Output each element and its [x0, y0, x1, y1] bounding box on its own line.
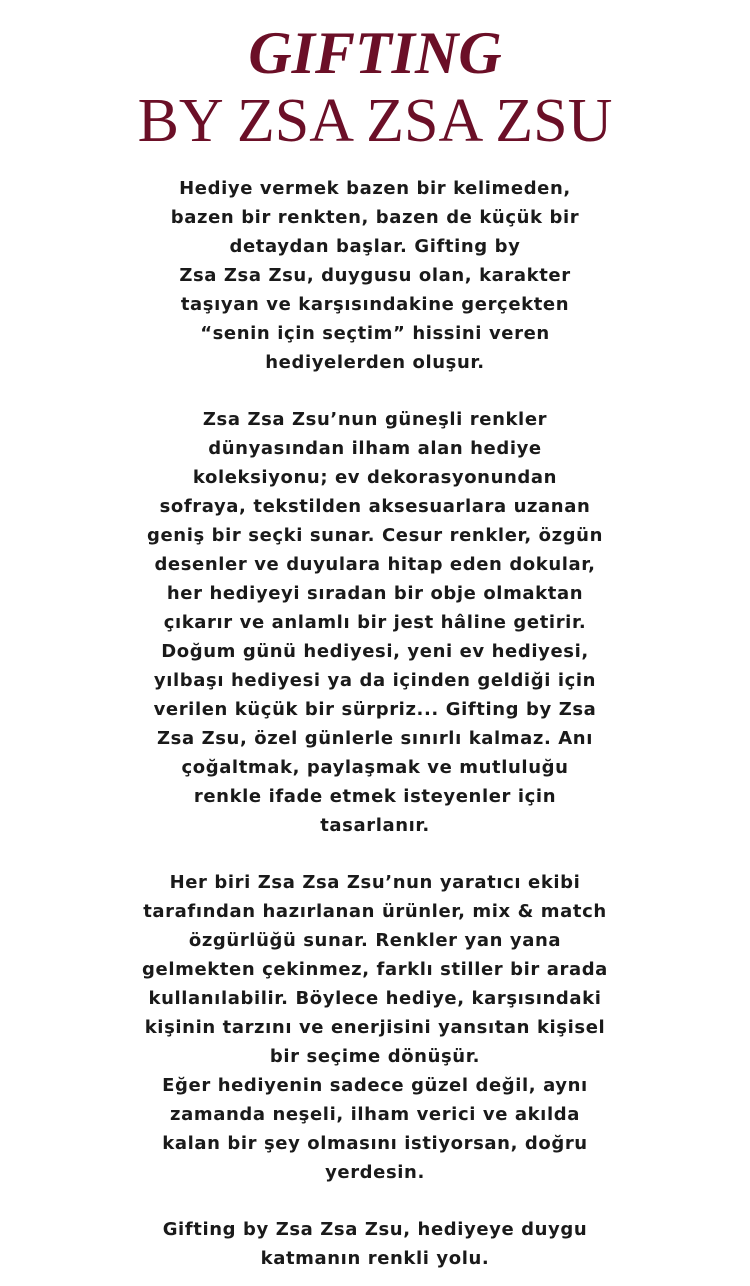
text-line: bir seçime dönüşür. [269, 1046, 481, 1067]
text-line: çıkarır ve anlamlı bir jest hâline getirir. [163, 612, 587, 633]
paragraph-gap [0, 377, 750, 405]
paragraph [0, 405, 750, 840]
text-line: katmanın renkli yolu. [260, 1248, 490, 1269]
text-line: detaydan başlar. Gifting by [229, 236, 521, 257]
paragraph-gap [0, 1187, 750, 1215]
text-line: sofraya, tekstilden aksesuarlara uzanan [159, 496, 591, 517]
page-title: GIFTING [248, 20, 502, 86]
text-line: kullanılabilir. Böylece hediye, karşısındaki [148, 988, 602, 1009]
text-line: dünyasından ilham alan hediye [208, 438, 542, 459]
text-line: kalan bir şey olmasını istiyorsan, doğru [162, 1133, 588, 1154]
text-line: kişinin tarzını ve enerjisini yansıtan kişisel [144, 1017, 606, 1038]
text-line: Zsa Zsa Zsu’nun güneşli renkler [202, 409, 548, 430]
text-line: yerdesin. [325, 1162, 425, 1183]
text-line: Gifting by Zsa Zsa Zsu, hediyeye duygu [162, 1219, 588, 1240]
paragraph [0, 1215, 750, 1273]
text-line: renkle ifade etmek isteyenler için [193, 786, 557, 807]
text-line: hediyelerden oluşur. [265, 352, 485, 373]
text-line: tarafından hazırlanan ürünler, mix & match [143, 901, 607, 922]
text-line: özgürlüğü sunar. Renkler yan yana [188, 930, 562, 951]
paragraph [0, 174, 750, 377]
text-line: çoğaltmak, paylaşmak ve mutluluğu [181, 757, 569, 778]
page-subtitle: BY ZSA ZSA ZSU [137, 87, 613, 155]
text-line: taşıyan ve karşısındakine gerçekten [180, 294, 570, 315]
text-line: her hediyeyi sıradan bir obje olmaktan [166, 583, 584, 604]
text-line: Zsa Zsa Zsu, duygusu olan, karakter [179, 265, 571, 286]
text-line: Doğum günü hediyesi, yeni ev hediyesi, [161, 641, 589, 662]
text-line: geniş bir seçki sunar. Cesur renkler, özgün [147, 525, 603, 546]
text-line: zamanda neşeli, ilham verici ve akılda [170, 1104, 580, 1125]
text-line: yılbaşı hediyesi ya da içinden geldiği için [153, 670, 597, 691]
description-body [0, 174, 750, 1273]
text-line: Hediye vermek bazen bir kelimeden, [179, 178, 571, 199]
text-line: desenler ve duyulara hitap eden dokular, [154, 554, 596, 575]
text-line: “senin için seçtim” hissini veren [200, 323, 550, 344]
text-line: Zsa Zsu, özel günlerle sınırlı kalmaz. Anı [156, 728, 593, 749]
text-line: Her biri Zsa Zsa Zsu’nun yaratıcı ekibi [169, 872, 581, 893]
text-line: Eğer hediyenin sadece güzel değil, aynı [162, 1075, 588, 1096]
paragraph [0, 868, 750, 1187]
paragraph-gap [0, 840, 750, 868]
text-line: gelmekten çekinmez, farklı stiller bir arada [142, 959, 608, 980]
text-line: verilen küçük bir sürpriz... Gifting by Zsa [153, 699, 597, 720]
text-line: tasarlanır. [320, 815, 430, 836]
text-line: bazen bir renkten, bazen de küçük bir [170, 207, 580, 228]
text-line: koleksiyonu; ev dekorasyonundan [192, 467, 558, 488]
